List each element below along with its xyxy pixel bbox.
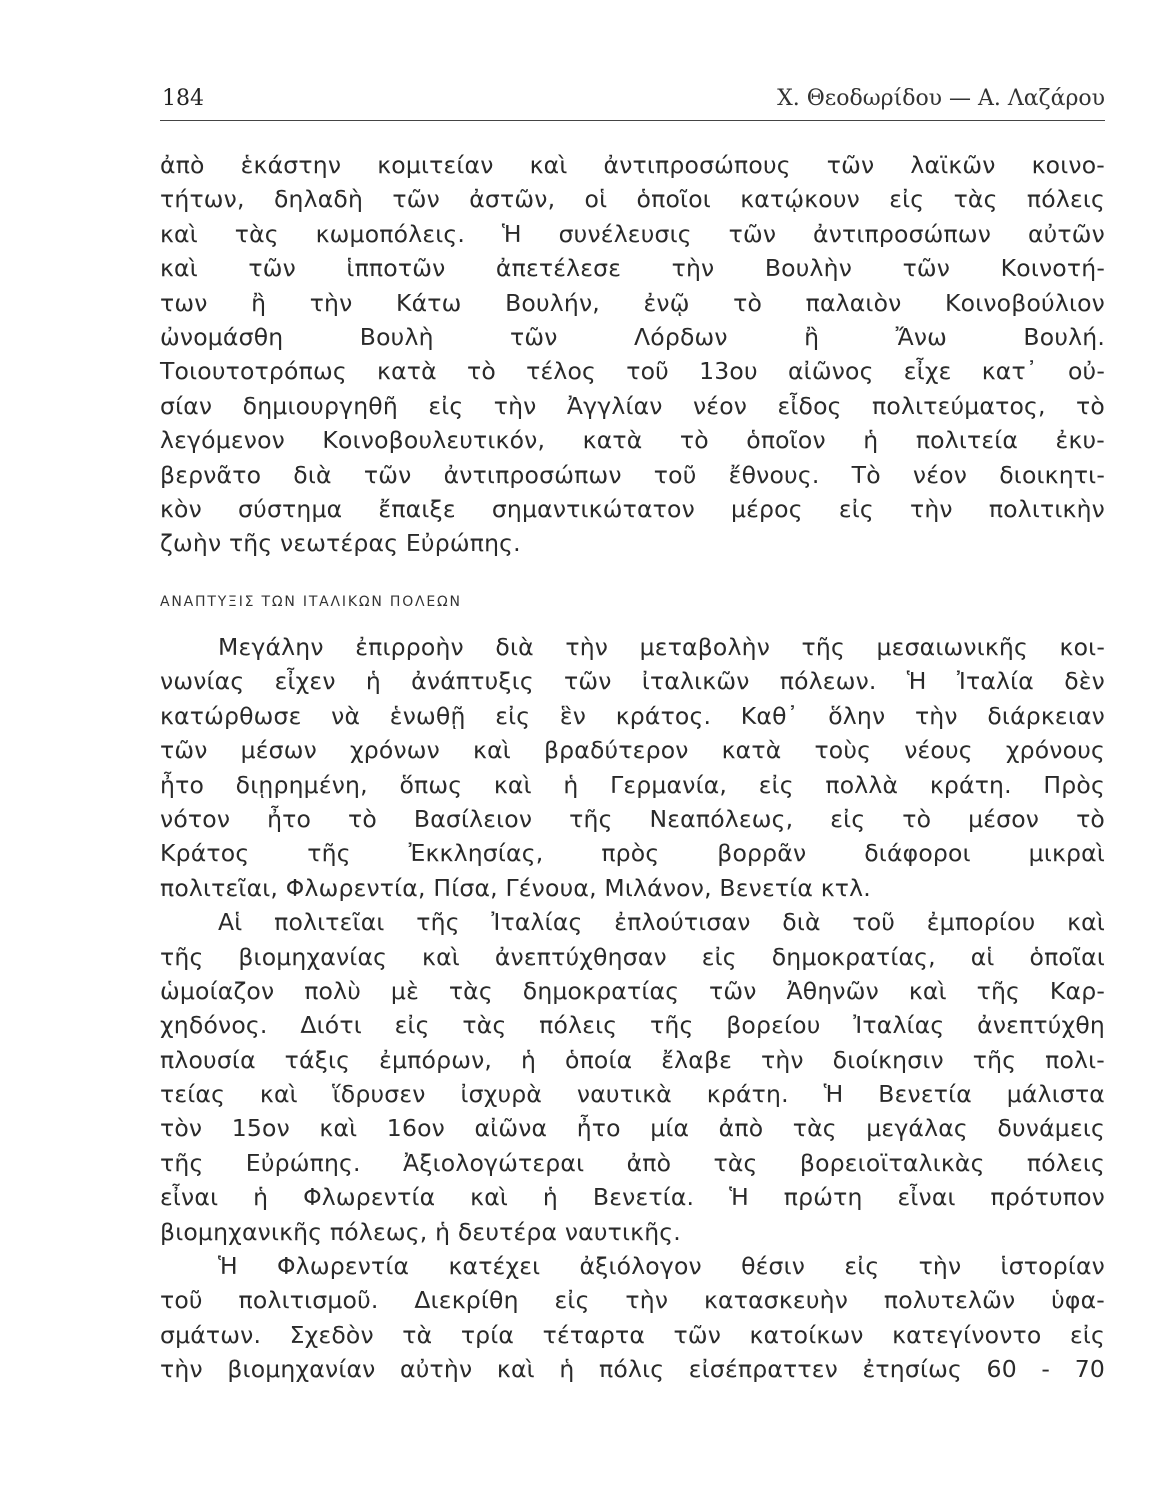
page-header [160, 86, 1105, 121]
text-line: τῆς βιομηχανίας καὶ ἀνεπτύχθησαν εἰς δημοκρατίας, αἱ ὁποῖαι [160, 942, 1105, 971]
text-line: βερνᾶτο διὰ τῶν ἀντιπροσώπων τοῦ ἔθνους. Τὸ νέον διοικητι- [160, 460, 1105, 489]
text-line: καὶ τὰς κωμοπόλεις. Ἡ συνέλευσις τῶν ἀντιπροσώπων αὐτῶν [160, 219, 1105, 248]
text-line: Ἡ Φλωρεντία κατέχει ἀξιόλογον θέσιν εἰς τὴν ἱστορίαν [218, 1252, 1105, 1281]
text-line: Αἱ πολιτεῖαι τῆς Ἰταλίας ἐπλούτισαν διὰ τοῦ ἐμπορίου καὶ [218, 908, 1105, 937]
text-line: νότον ἦτο τὸ Βασίλειον τῆς Νεαπόλεως, εἰς τὸ μέσον τὸ [160, 804, 1105, 833]
paragraph-1 [160, 148, 1105, 561]
text-line: τῆς Εὐρώπης. Ἀξιολογώτεραι ἀπὸ τὰς βορειοϊταλικὰς πόλεις [160, 1148, 1105, 1177]
text-line: ἀπὸ ἑκάστην κομιτείαν καὶ ἀντιπροσώπους τῶν λαϊκῶν κοινο- [160, 151, 1105, 179]
text-line: Τοιουτοτρόπως κατὰ τὸ τέλος τοῦ 13ου αἰῶνος εἶχε κατ᾽ οὐ- [160, 357, 1105, 386]
text-line: τὴν βιομηχανίαν αὐτὴν καὶ ἡ πόλις εἰσέπραττεν ἐτησίως 60 - 70 [160, 1355, 1105, 1384]
text-line: τοῦ πολιτισμοῦ. Διεκρίθη εἰς τὴν κατασκευὴν πολυτελῶν ὑφα- [160, 1286, 1105, 1315]
text-line: τείας καὶ ἵδρυσεν ἰσχυρὰ ναυτικὰ κράτη. Ἡ Βενετία μάλιστα [160, 1080, 1105, 1109]
text-line: κατώρθωσε νὰ ἑνωθῇ εἰς ἓν κράτος. Καθ᾽ ὅλην τὴν διάρκειαν [160, 701, 1105, 730]
paragraph-2 [160, 630, 1105, 905]
text-line: ὠνομάσθη Βουλὴ τῶν Λόρδων ἢ Ἄνω Βουλή. [160, 322, 1105, 351]
text-line: βιομηχανικῆς πόλεως, ἡ δευτέρα ναυτικῆς. [160, 1217, 681, 1246]
text-line: νωνίας εἶχεν ἡ ἀνάπτυξις τῶν ἰταλικῶν πόλεων. Ἡ Ἰταλία δὲν [160, 667, 1105, 696]
text-line: εἶναι ἡ Φλωρεντία καὶ ἡ Βενετία. Ἡ πρώτη εἶναι πρότυπον [160, 1183, 1105, 1212]
text-line: λεγόμενον Κοινοβουλευτικόν, κατὰ τὸ ὁποῖον ἡ πολιτεία ἐκυ- [160, 426, 1105, 455]
text-line: τὸν 15ον καὶ 16ον αἰῶνα ἦτο μία ἀπὸ τὰς μεγάλας δυνάμεις [160, 1114, 1105, 1143]
text-line: ζωὴν τῆς νεωτέρας Εὐρώπης. [160, 529, 521, 558]
text-line: καὶ τῶν ἱπποτῶν ἀπετέλεσε τὴν Βουλὴν τῶν Κοινοτή- [160, 254, 1105, 283]
text-line: σμάτων. Σχεδὸν τὰ τρία τέταρτα τῶν κατοίκων κατεγίνοντο εἰς [160, 1320, 1105, 1349]
text-line: των ἢ τὴν Κάτω Βουλήν, ἐνῷ τὸ παλαιὸν Κοινοβούλιον [160, 288, 1105, 317]
section-body [160, 630, 1105, 1387]
text-line: Κράτος τῆς Ἐκκλησίας, πρὸς βορρᾶν διάφοροι μικραὶ [160, 839, 1105, 868]
text-line: πλουσία τάξις ἐμπόρων, ἡ ὁποία ἔλαβε τὴν διοίκησιν τῆς πολι- [160, 1045, 1105, 1074]
text-line: πολιτεῖαι, Φλωρεντία, Πίσα, Γένουα, Μιλάνον, Βενετία κτλ. [160, 873, 871, 902]
page-number: 184 [162, 86, 204, 111]
section-heading: ΑΝΑΠΤΥΞΙΣ ΤΩΝ ΙΤΑΛΙΚΩΝ ΠΟΛΕΩΝ [160, 594, 462, 610]
text-line: κὸν σύστημα ἔπαιξε σημαντικώτατον μέρος εἰς τὴν πολιτικὴν [160, 494, 1105, 523]
text-line: ὡμοίαζον πολὺ μὲ τὰς δημοκρατίας τῶν Ἀθηνῶν καὶ τῆς Καρ- [160, 976, 1105, 1005]
text-line: τῶν μέσων χρόνων καὶ βραδύτερον κατὰ τοὺς νέους χρόνους [160, 736, 1105, 765]
text-line: ἦτο διῃρημένη, ὅπως καὶ ἡ Γερμανία, εἰς πολλὰ κράτη. Πρὸς [160, 770, 1105, 799]
text-line: τήτων, δηλαδὴ τῶν ἀστῶν, οἱ ὁποῖοι κατῴκουν εἰς τὰς πόλεις [160, 185, 1105, 214]
text-line: Μεγάλην ἐπιρροὴν διὰ τὴν μεταβολὴν τῆς μεσαιωνικῆς κοι- [218, 633, 1105, 661]
text-line: χηδόνος. Διότι εἰς τὰς πόλεις τῆς βορείου Ἰταλίας ἀνεπτύχθη [160, 1011, 1105, 1040]
paragraph-4 [160, 1249, 1105, 1387]
paragraph-3 [160, 905, 1105, 1249]
text-line: σίαν δημιουργηθῆ εἰς τὴν Ἀγγλίαν νέον εἶδος πολιτεύματος, τὸ [160, 391, 1105, 420]
running-head: Χ. Θεοδωρίδου — Α. Λαζάρου [777, 86, 1105, 111]
